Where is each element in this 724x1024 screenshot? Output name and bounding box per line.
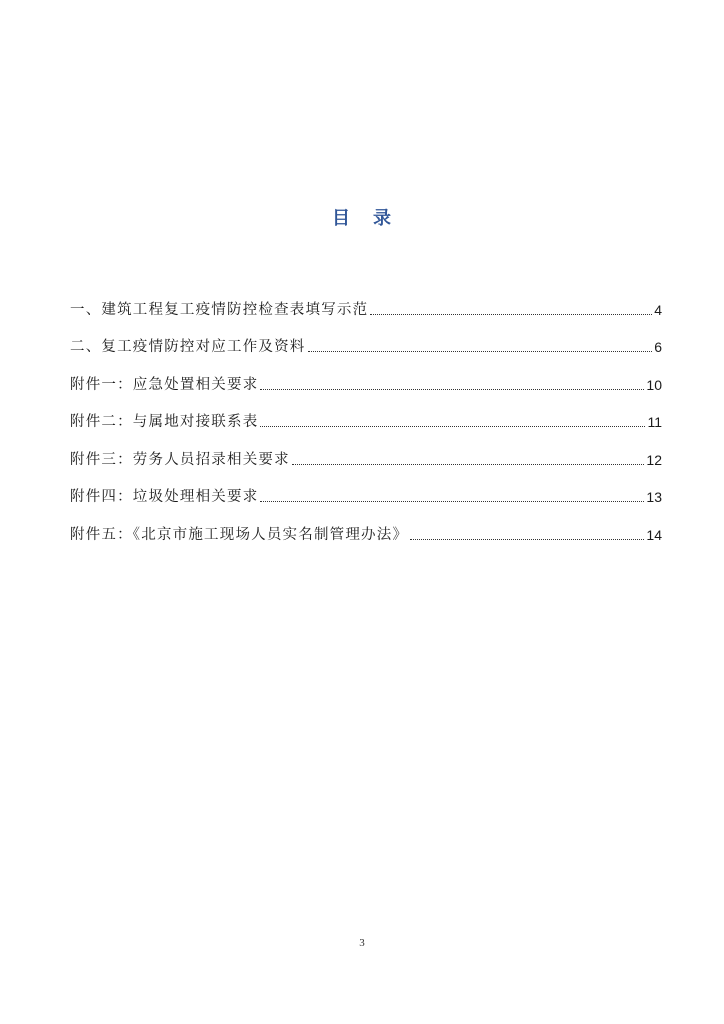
toc-entry-5[interactable] — [70, 433, 662, 471]
dot-leader — [260, 426, 645, 427]
toc-entry-page: 10 — [646, 376, 662, 393]
toc-entry-page: 14 — [646, 526, 662, 543]
toc-entry-6[interactable] — [70, 471, 662, 509]
dot-leader — [410, 539, 644, 540]
dot-leader — [308, 351, 653, 352]
toc-title — [0, 204, 724, 230]
toc-entry-label: 附件一：应急处置相关要求 — [70, 376, 259, 393]
toc-entry-2[interactable] — [70, 321, 662, 359]
toc-entry-label: 附件四：垃圾处理相关要求 — [70, 489, 259, 505]
toc-entry-page: 13 — [646, 489, 662, 505]
toc-entry-4[interactable] — [70, 396, 662, 434]
toc-entry-1[interactable] — [70, 283, 662, 321]
toc-entry-7[interactable] — [70, 508, 662, 546]
page-number: 3 — [359, 937, 365, 949]
dot-leader — [260, 501, 644, 502]
toc-entry-label: 二、复工疫情防控对应工作及资料 — [70, 339, 306, 355]
dot-leader — [370, 314, 652, 315]
toc-entry-page: 12 — [646, 451, 662, 468]
toc-title-char-2: 录 — [373, 208, 392, 229]
toc-list — [70, 283, 662, 546]
toc-entry-page: 6 — [654, 339, 662, 355]
dot-leader — [260, 389, 644, 390]
toc-entry-label: 一、建筑工程复工疫情防控检查表填写示范 — [70, 301, 369, 318]
toc-entry-page: 4 — [654, 301, 662, 318]
toc-entry-label: 附件三：劳务人员招录相关要求 — [70, 451, 290, 468]
toc-entry-3[interactable] — [70, 358, 662, 396]
toc-entry-label: 附件五：《北京市施工现场人员实名制管理办法》 — [70, 526, 409, 543]
dot-leader — [292, 464, 645, 465]
toc-title-char-1: 目 — [332, 208, 351, 229]
toc-entry-label: 附件二：与属地对接联系表 — [70, 414, 259, 430]
toc-entry-page: 11 — [647, 414, 662, 430]
